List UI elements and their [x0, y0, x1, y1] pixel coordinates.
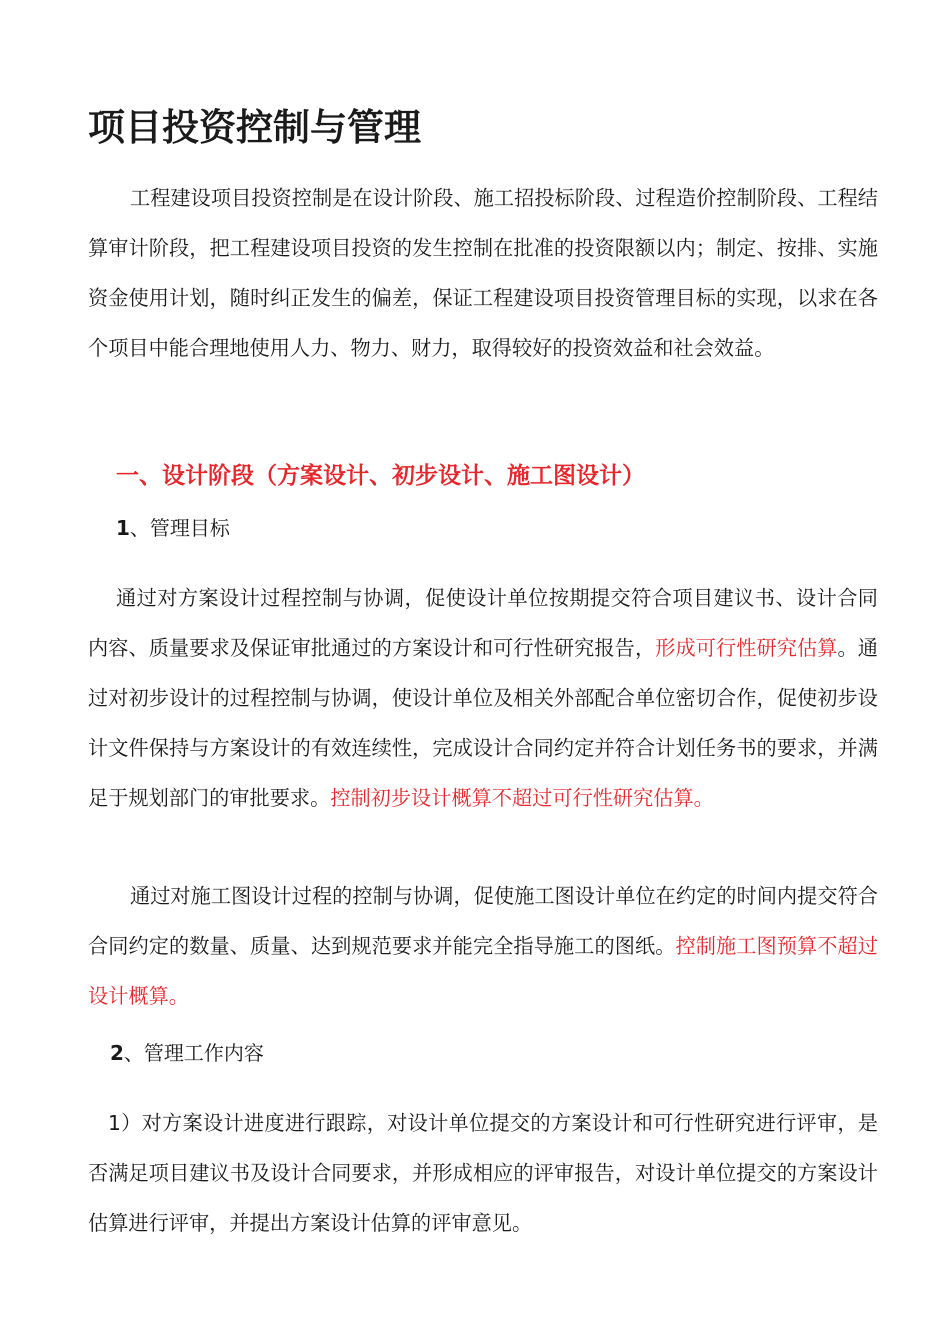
- intro-paragraph: 工程建设项目投资控制是在设计阶段、施工招投标阶段、过程造价控制阶段、工程结算审计阶段，把工程建设项目投资的发生控制在批准的投资限额以内；制定、按排、实施资金使用计划，随时纠正发生的偏差，保证工程建设项目投资管理目标的实现，以求在各个项目中能合理地使用人力、物力、财力，取得较好的投资效益和社会效益。: [88, 186, 878, 360]
- work-item-number: 1: [108, 1111, 121, 1135]
- sub-heading-number: 2: [110, 1041, 124, 1065]
- goal-paragraph-2: [88, 871, 878, 1021]
- goal-text-2: 。通过对初步设计的过程控制与协调，使设计单位及相关外部配合单位密切合作，促使初步设计文件保持与方案设计的有效连续性，完成设计合同约定并符合计划任务书的要求，并满足于规划部门的审批要求。: [88, 636, 878, 810]
- goal-text-3: 通过对施工图设计过程的控制与协调，促使施工图设计单位在约定的时间内提交符合合同约定的数量、质量、达到规范要求并能完全指导施工的图纸。: [88, 884, 878, 958]
- goal-highlight-2: 控制初步设计概算不超过可行性研究估算。: [330, 786, 714, 810]
- goal-highlight-3: 控制施工图预算不超过设计概算。: [88, 934, 878, 1008]
- goal-paragraph-1: [88, 573, 878, 823]
- work-item-text: ）对方案设计进度进行跟踪，对设计单位提交的方案设计和可行性研究进行评审，是否满足项目建议书及设计合同要求，并形成相应的评审报告，对设计单位提交的方案设计估算进行评审，并提出方案设计估算的评审意见。: [88, 1111, 878, 1235]
- sub-heading-management-goal: [116, 503, 230, 553]
- document-title: 项目投资控制与管理: [88, 106, 421, 149]
- work-item-1: [88, 1098, 878, 1248]
- sub-heading-label: 、管理工作内容: [123, 1041, 264, 1065]
- sub-heading-number: 1: [116, 516, 130, 540]
- goal-highlight-1: 形成可行性研究估算: [655, 636, 838, 660]
- goal-text-1: 通过对方案设计过程控制与协调，促使设计单位按期提交符合项目建议书、设计合同内容、质量要求及保证审批通过的方案设计和可行性研究报告，: [88, 586, 878, 660]
- sub-heading-work-content: [110, 1028, 264, 1078]
- section-heading-design-stage: 一、设计阶段（方案设计、初步设计、施工图设计）: [116, 462, 645, 489]
- sub-heading-label: 、管理目标: [129, 516, 230, 540]
